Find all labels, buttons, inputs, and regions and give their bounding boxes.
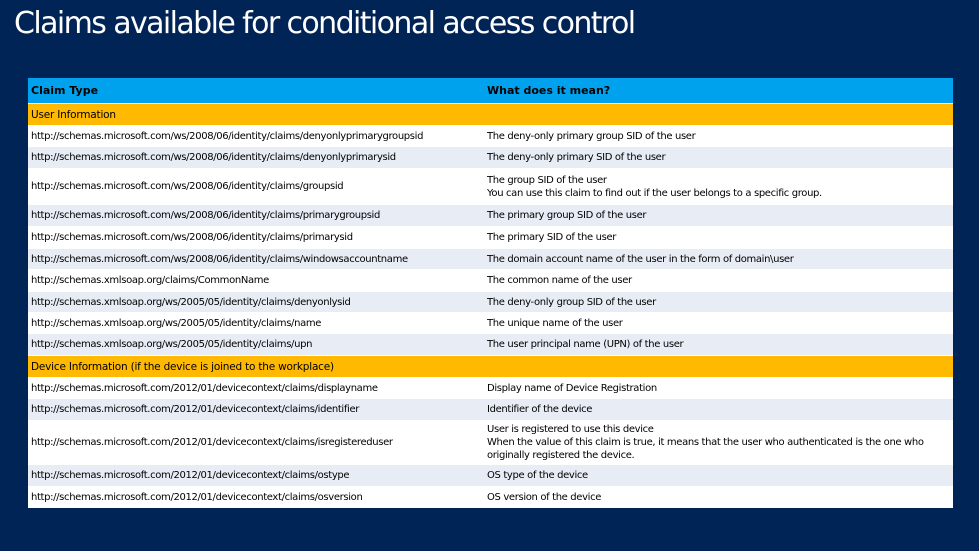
section-label: Device Information (if the device is joined to the workplace): [31, 360, 334, 373]
section-label: User Information: [31, 108, 116, 121]
table-row: [28, 378, 953, 399]
claim-meaning: The primary SID of the user: [487, 232, 617, 243]
claim-meaning: The group SID of the user You can use this claim to find out if the user belongs to a specific group.: [487, 174, 822, 199]
claim-uri: http://schemas.microsoft.com/2012/01/devicecontext/claims/osversion: [31, 491, 363, 503]
claim-uri: http://schemas.xmlsoap.org/claims/CommonName: [31, 275, 269, 286]
table-row: [28, 334, 953, 356]
claim-uri: http://schemas.xmlsoap.org/ws/2005/05/identity/claims/upn: [31, 339, 313, 350]
claim-meaning: The domain account name of the user in the form of domain\user: [487, 253, 794, 265]
claim-uri: http://schemas.xmlsoap.org/ws/2005/05/identity/claims/denyonlysid: [31, 296, 351, 308]
claim-meaning: OS type of the device: [487, 470, 588, 481]
slide-title: Claims available for conditional access control: [14, 6, 635, 41]
section-header-device-information: [28, 356, 953, 378]
table-row: [28, 421, 953, 465]
table-row: [28, 292, 953, 313]
table-row: [28, 465, 953, 487]
claim-uri: http://schemas.microsoft.com/ws/2008/06/identity/claims/groupsid: [31, 181, 344, 192]
table-row: [28, 147, 953, 169]
table-row: [28, 313, 953, 334]
claim-type-header: Claim Type: [31, 84, 99, 97]
table-row: [28, 169, 953, 205]
claim-uri: http://schemas.microsoft.com/ws/2008/06/identity/claims/primarysid: [31, 232, 353, 243]
claim-meaning: The deny-only primary group SID of the user: [487, 130, 696, 142]
claim-meaning: User is registered to use this device When the value of this claim is true, it means that the user who authenticated is the one who originally registered the device.: [487, 424, 924, 461]
table-header-row: [28, 78, 953, 104]
claim-uri: http://schemas.microsoft.com/2012/01/devicecontext/claims/ostype: [31, 470, 350, 481]
claim-meaning: The unique name of the user: [487, 317, 623, 329]
table-row: [28, 227, 953, 249]
table-row: [28, 270, 953, 292]
claim-meaning: OS version of the device: [487, 491, 602, 503]
claim-meaning: The user principal name (UPN) of the user: [487, 339, 684, 350]
claim-uri: http://schemas.microsoft.com/ws/2008/06/identity/claims/primarygroupsid: [31, 210, 380, 221]
claim-uri: http://schemas.microsoft.com/2012/01/devicecontext/claims/displayname: [31, 382, 378, 394]
claims-table: [28, 78, 953, 508]
claim-meaning: The deny-only group SID of the user: [487, 296, 656, 308]
claim-meaning: Display name of Device Registration: [487, 382, 657, 394]
claim-uri: http://schemas.microsoft.com/2012/01/devicecontext/claims/identifier: [31, 404, 360, 415]
claim-uri: http://schemas.microsoft.com/2012/01/devicecontext/claims/isregistereduser: [31, 437, 393, 448]
claim-uri: http://schemas.microsoft.com/ws/2008/06/identity/claims/denyonlyprimarysid: [31, 152, 396, 163]
meaning-header: What does it mean?: [487, 84, 611, 97]
claim-uri: http://schemas.microsoft.com/ws/2008/06/identity/claims/windowsaccountname: [31, 253, 408, 265]
claim-meaning: The deny-only primary SID of the user: [487, 152, 666, 163]
claim-meaning: The common name of the user: [487, 275, 632, 286]
table-row: [28, 205, 953, 227]
claim-meaning: The primary group SID of the user: [487, 210, 647, 221]
table-row: [28, 249, 953, 270]
table-row: [28, 126, 953, 147]
claim-uri: http://schemas.microsoft.com/ws/2008/06/identity/claims/denyonlyprimarygroupsid: [31, 130, 424, 142]
section-header-user-information: [28, 104, 953, 126]
claim-meaning: Identifier of the device: [487, 404, 593, 415]
table-row: [28, 399, 953, 421]
table-row: [28, 487, 953, 508]
claim-uri: http://schemas.xmlsoap.org/ws/2005/05/identity/claims/name: [31, 317, 322, 329]
